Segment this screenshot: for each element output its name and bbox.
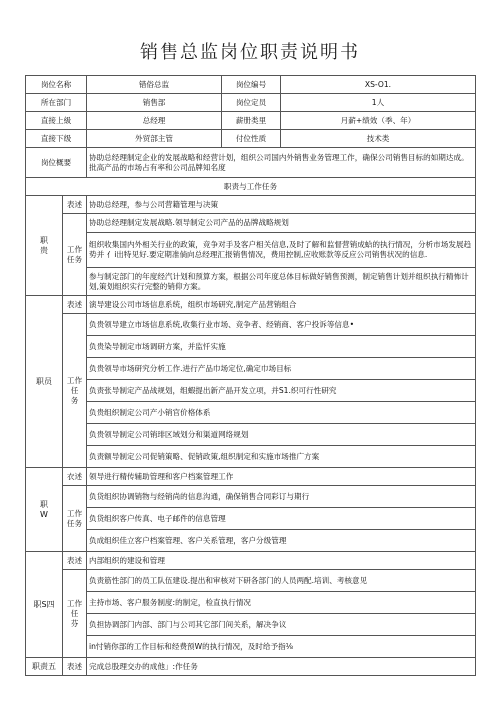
duty-description: 领导进行精传辅助管理和客户档案管理工作 <box>87 468 476 486</box>
job-description-table <box>25 75 476 676</box>
desc-label: 表述 <box>63 552 87 570</box>
info-value: 总经理 <box>87 112 222 130</box>
duty-desc-row <box>26 196 476 214</box>
task-item: 负责额导制定公司促销策略、促销政策,组织制定和实施市场推广方案 <box>87 446 476 468</box>
desc-label: 表述 <box>63 196 87 214</box>
overview-text: 协助总经理制定企业的发展战略和经营计划，组织公司国内外销售业务管理工作，确保公司销售目标的如期达成。批高产品的市场占有率和公司品牌知名度 <box>87 148 476 178</box>
task-row <box>26 402 476 424</box>
task-item: in忖销你部的工作目标和经费预W的执行情况，及时给予指⅛ <box>87 636 476 658</box>
duty-description: 协助总经理，参与公司营籍管理与决策 <box>87 196 476 214</box>
info-label: 所在部门 <box>26 94 87 112</box>
duty-label: 职S四 <box>26 552 63 658</box>
duty-description: 演导建设公司市场信息系统，组织市场研究,制定产品营销组合 <box>87 296 476 314</box>
task-row <box>26 530 476 552</box>
task-item: 负责筋性部门的员工队伍建设.提出和审核对下研各部门的人员两配.培训、考核意见 <box>87 570 476 592</box>
desc-label: 衣述 <box>63 468 87 486</box>
task-row <box>26 380 476 402</box>
info-label: 付位性质 <box>222 130 281 148</box>
duty-desc-row <box>26 552 476 570</box>
overview-row <box>26 148 476 178</box>
info-label: 直接下级 <box>26 130 87 148</box>
duty-desc-row <box>26 658 476 676</box>
task-row <box>26 214 476 233</box>
task-row <box>26 233 476 268</box>
task-row <box>26 358 476 380</box>
task-row <box>26 424 476 446</box>
info-label: 岗位定员 <box>222 94 281 112</box>
section-title: 职责与工作任务 <box>26 178 476 196</box>
document-title: 销售总监岗位职责说明书 <box>140 42 360 63</box>
task-item: 负贵领导建立市场信息系统,收集行业市场、竞争者、经销商、客户投诉等信息• <box>87 314 476 336</box>
task-item: 负担协调部门内部、部门与公司其它部门间关系，解决争议 <box>87 614 476 636</box>
task-item: 协助总经理制定发展战略.领导制定公司产品的品牌战略规划 <box>87 214 476 233</box>
duty-description: 完成总股理交办的成他」:作任务 <box>87 658 476 676</box>
task-row <box>26 592 476 614</box>
task-row <box>26 486 476 508</box>
info-value: 技术类 <box>281 130 476 148</box>
task-label: 工作 任务 <box>63 486 87 552</box>
info-value: 月薪+绩效（季、年） <box>281 112 476 130</box>
task-item: 负贵领导制定公司销琲区域划分和渠道网络规划 <box>87 424 476 446</box>
info-label: 岗位编号 <box>222 76 281 94</box>
info-row <box>26 112 476 130</box>
task-row <box>26 446 476 468</box>
task-item: 负成组织佳立客户档案管理、客户关系管理，客户分级管理 <box>87 530 476 552</box>
task-item: 参与制定部门的年度经汽计划和预算方案，根据公司年度总体目标做好销售预测，制定销售计划并组织执行精怖计划,策划组织实行完整的销仰方案。 <box>87 268 476 296</box>
duty-desc-row <box>26 296 476 314</box>
info-value: 1人 <box>281 94 476 112</box>
task-label: 工作任 芬 <box>63 570 87 658</box>
info-label: 直接上級 <box>26 112 87 130</box>
task-item: 负贵组织制定公司产小销官价格体系 <box>87 402 476 424</box>
task-row <box>26 268 476 296</box>
task-row <box>26 636 476 658</box>
task-item: 负贵染导制定市场调研方案，并监忏实施 <box>87 336 476 358</box>
info-value: XS-O1. <box>281 76 476 94</box>
duty-label: 职员 <box>26 296 63 468</box>
duty-label: 职责五 <box>26 658 63 676</box>
info-row <box>26 94 476 112</box>
task-label: 工作 任务 <box>63 214 87 296</box>
duty-description: 内部组织的建设和管理 <box>87 552 476 570</box>
section-title-row <box>26 178 476 196</box>
task-label: 工作任 务 <box>63 314 87 468</box>
info-value: 错俗总监 <box>87 76 222 94</box>
task-item: 负货组织协调销物与经销尚的信息沟通，确保销售合同彩订与期行 <box>87 486 476 508</box>
duty-label: 职 贵 <box>26 196 63 296</box>
info-label: 岗位名称 <box>26 76 87 94</box>
task-row <box>26 314 476 336</box>
info-row <box>26 130 476 148</box>
task-item: 负责张导制定产品战规划，组蝦提出新产晶开发立项，并S1.织可行性研究 <box>87 380 476 402</box>
desc-label: 表述 <box>63 658 87 676</box>
task-item: 负贵领导市场研究分析工作.进行产品巾场定位,确定巾场目标 <box>87 358 476 380</box>
task-item: 主持市场、客户服务制度:的制定，检直执行情况 <box>87 592 476 614</box>
task-row <box>26 508 476 530</box>
info-value: 销售部 <box>87 94 222 112</box>
task-row <box>26 614 476 636</box>
task-item: 负货组织客户传真、电子邮件的信息管理 <box>87 508 476 530</box>
info-value: 外贸部主管 <box>87 130 222 148</box>
task-row <box>26 570 476 592</box>
duty-desc-row <box>26 468 476 486</box>
task-row <box>26 336 476 358</box>
desc-label: 表述 <box>63 296 87 314</box>
info-row <box>26 76 476 94</box>
duty-label: 职 W <box>26 468 63 552</box>
overview-label: 岗位概要 <box>26 148 87 178</box>
task-item: 组织收集国内外相关行业的政策，竞争对手及客户相关信息,及时了解和监督营销成蛤的执行情况，分析市场发展趋势并 亻i出特见好.要定期准倘向总经理汇报销售情况，费用控制,应收账款等反应公司销售状况的信息. <box>87 233 476 268</box>
info-label: 薪册类里 <box>222 112 281 130</box>
